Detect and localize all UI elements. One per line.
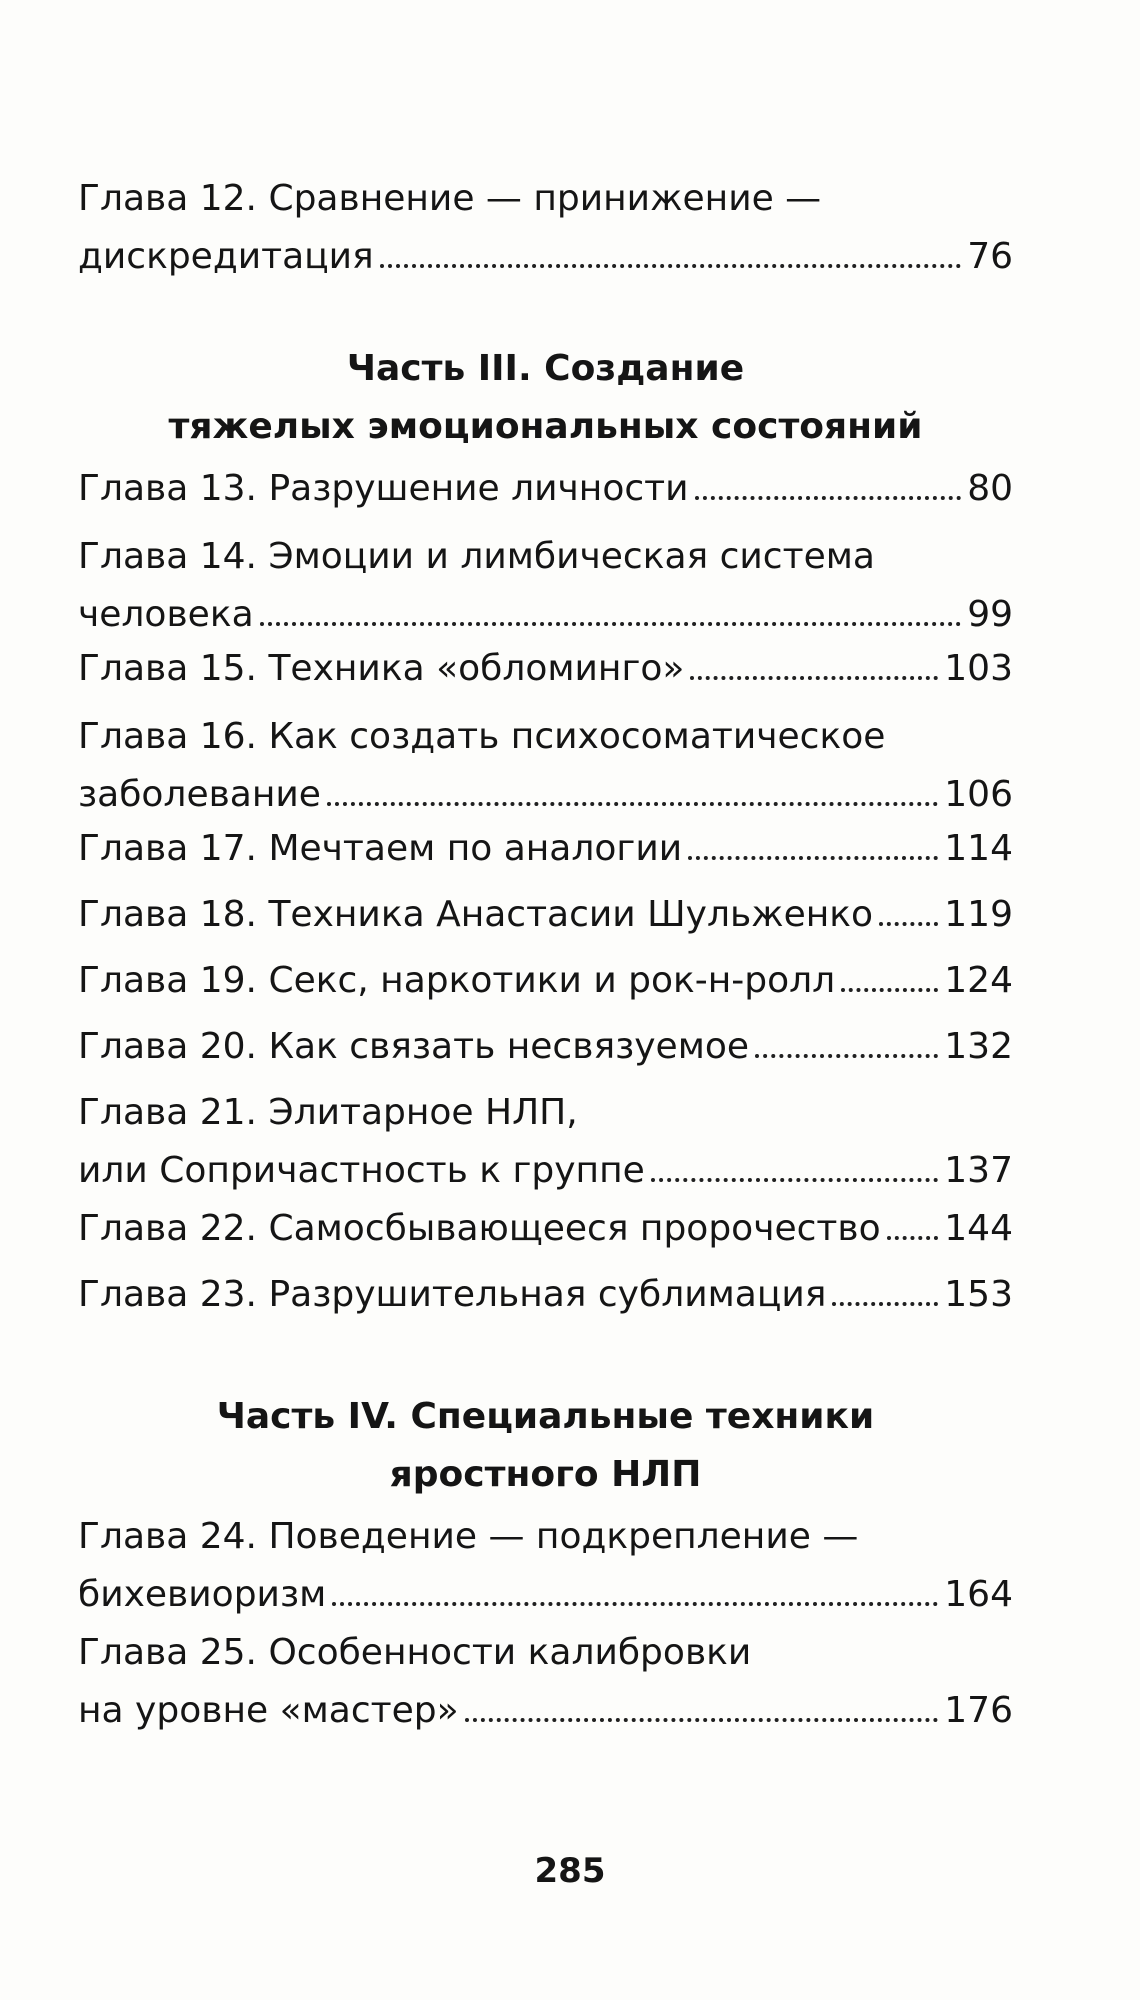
dot-leader — [465, 1718, 939, 1722]
toc-entry-chapter-21 — [78, 1084, 1013, 1200]
dot-leader — [832, 1302, 938, 1306]
toc-entry-chapter-20 — [78, 1018, 1013, 1076]
toc-entry-title: Глава 25. Особенности калибровки — [78, 1632, 752, 1673]
toc-entry-chapter-19 — [78, 952, 1013, 1010]
toc-entry-chapter-13 — [78, 460, 1013, 518]
toc-page-number: 176 — [944, 1690, 1013, 1731]
dot-leader — [327, 802, 938, 806]
section-heading-line: Часть IV. Специальные техники — [216, 1396, 875, 1437]
toc-entry-title: Глава 18. Техника Анастасии Шульженко — [78, 894, 874, 935]
toc-entry-title: Глава 23. Разрушительная сублимация — [78, 1274, 827, 1315]
toc-page-number: 132 — [944, 1026, 1013, 1067]
toc-page-number: 164 — [944, 1574, 1013, 1615]
toc-entry-title-continued: на уровне «мастер» — [78, 1690, 459, 1731]
toc-entry-title: Глава 20. Как связать несвязуемое — [78, 1026, 750, 1067]
toc-entry-title: Глава 14. Эмоции и лимбическая система — [78, 536, 875, 577]
toc-entry-chapter-22 — [78, 1200, 1013, 1258]
toc-page-number: 119 — [944, 894, 1013, 935]
dot-leader — [690, 676, 938, 680]
toc-entry-title-continued: заболевание — [78, 774, 321, 815]
toc-entry-title: Глава 19. Секс, наркотики и рок-н-ролл — [78, 960, 836, 1001]
dot-leader — [879, 922, 938, 926]
dot-leader — [260, 622, 962, 626]
toc-entry-title: Глава 17. Мечтаем по аналогии — [78, 828, 683, 869]
dot-leader — [380, 264, 961, 268]
dot-leader — [651, 1178, 939, 1182]
toc-entry-title: Глава 12. Сравнение — принижение — — [78, 178, 822, 219]
toc-page-number: 124 — [944, 960, 1013, 1001]
toc-entry-title-continued: бихевиоризм — [78, 1574, 327, 1615]
toc-entry-title: Глава 15. Техника «обломинго» — [78, 648, 685, 689]
toc-page-number: 99 — [967, 594, 1013, 635]
dot-leader — [887, 1236, 939, 1240]
toc-entry-title: Глава 13. Разрушение личности — [78, 468, 689, 509]
toc-entry-chapter-14 — [78, 528, 1013, 644]
dot-leader — [688, 856, 938, 860]
toc-entry-chapter-16 — [78, 708, 1013, 824]
toc-page-number: 144 — [944, 1208, 1013, 1249]
section-heading-line: Часть III. Создание — [346, 348, 745, 389]
toc-page-number: 106 — [944, 774, 1013, 815]
toc-entry-title-continued: человека — [78, 594, 254, 635]
toc-page-number: 103 — [944, 648, 1013, 689]
section-heading-part-3 — [78, 340, 1013, 456]
toc-entry-title: Глава 21. Элитарное НЛП, — [78, 1092, 578, 1133]
toc-entry-chapter-15 — [78, 640, 1013, 698]
toc-entry-chapter-24 — [78, 1508, 1013, 1624]
toc-page-number: 153 — [944, 1274, 1013, 1315]
toc-page-number: 137 — [944, 1150, 1013, 1191]
toc-page-number: 114 — [944, 828, 1013, 869]
section-heading-line: тяжелых эмоциональных состояний — [168, 406, 923, 447]
toc-entry-title: Глава 16. Как создать психосоматическое — [78, 716, 886, 757]
toc-entry-chapter-12 — [78, 170, 1013, 286]
toc-entry-chapter-23 — [78, 1266, 1013, 1324]
dot-leader — [841, 988, 938, 992]
toc-entry-chapter-25 — [78, 1624, 1013, 1740]
toc-page-number: 76 — [967, 236, 1013, 277]
toc-entry-chapter-17 — [78, 820, 1013, 878]
toc-page-number: 80 — [967, 468, 1013, 509]
toc-entry-title-continued: или Сопричастность к группе — [78, 1150, 645, 1191]
toc-entry-chapter-18 — [78, 886, 1013, 944]
toc-entry-title: Глава 22. Самосбывающееся пророчество — [78, 1208, 881, 1249]
dot-leader — [332, 1602, 938, 1606]
section-heading-line: яростного НЛП — [389, 1454, 702, 1495]
dot-leader — [695, 496, 962, 500]
toc-entry-title: Глава 24. Поведение — подкрепление — — [78, 1516, 859, 1557]
page-number: 285 — [534, 1851, 606, 1891]
dot-leader — [755, 1054, 938, 1058]
section-heading-part-4 — [78, 1388, 1013, 1504]
toc-entry-title-continued: дискредитация — [78, 236, 374, 277]
